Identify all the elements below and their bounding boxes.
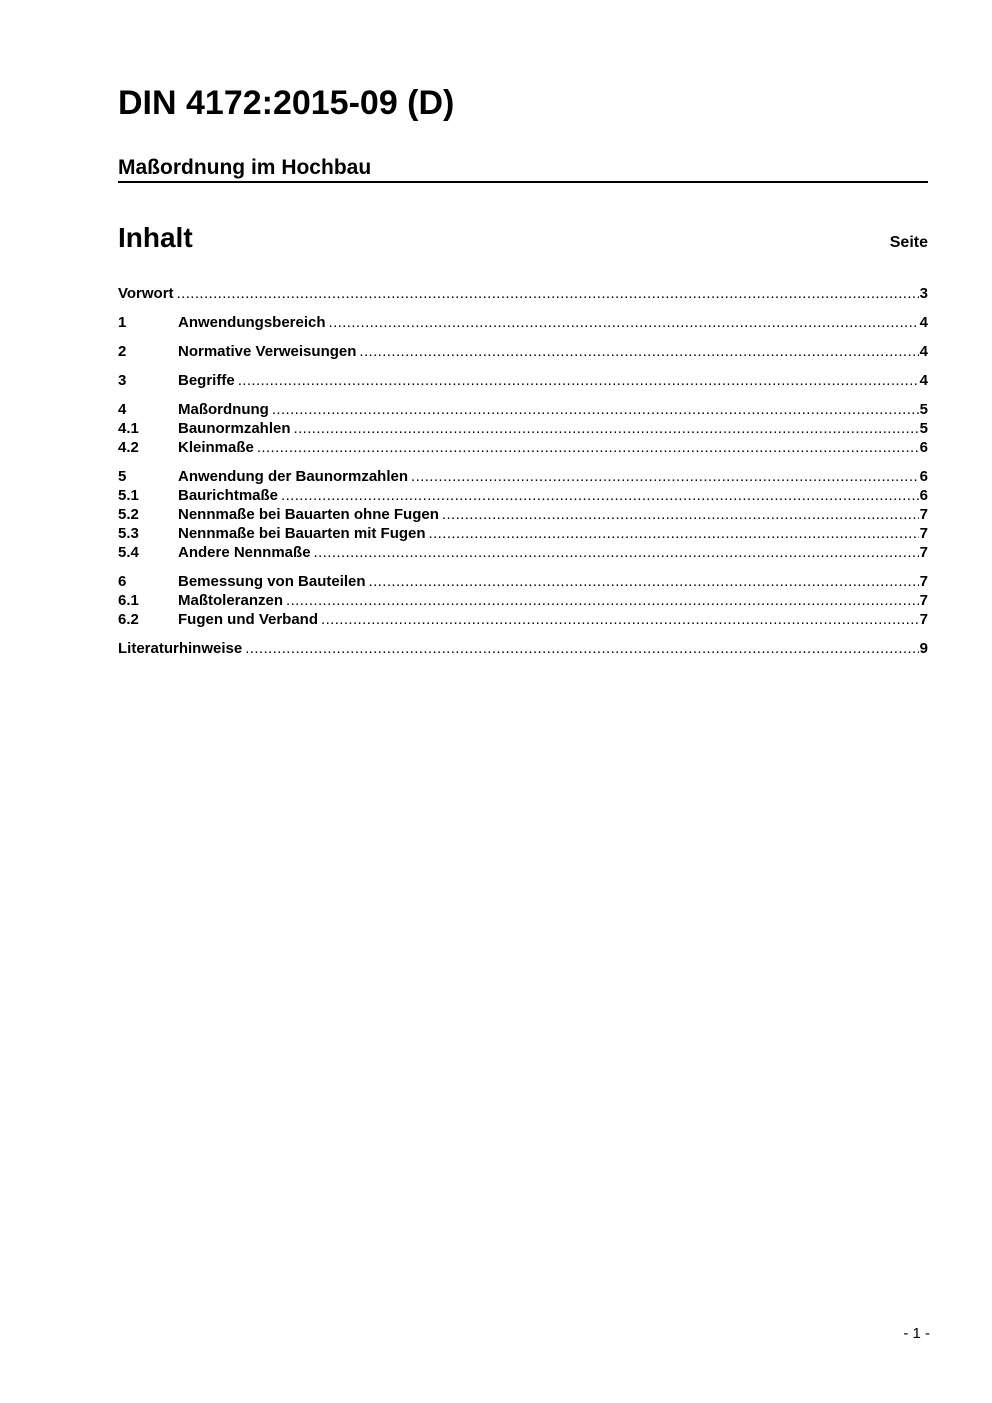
toc-entry[interactable] — [118, 371, 928, 390]
toc-group — [118, 572, 928, 629]
toc-entry-page: 6 — [919, 486, 928, 504]
page-column-label: Seite — [889, 233, 928, 251]
toc-dot-leader — [442, 505, 919, 524]
toc-heading: Inhalt — [118, 221, 193, 253]
toc-dot-leader — [245, 639, 918, 658]
toc-entry-number: 4 — [118, 400, 127, 418]
toc-entry-number: 6.1 — [118, 591, 139, 609]
toc-entry-title: Begriffe — [178, 371, 235, 389]
toc-entry-title: Anwendungsbereich — [178, 313, 326, 331]
page-number-footer: - 1 - — [903, 1325, 930, 1342]
document-subtitle: Maßordnung im Hochbau — [118, 155, 928, 183]
toc-entry-number: 6 — [118, 572, 127, 590]
toc-entry[interactable] — [118, 486, 928, 505]
toc-entry-page: 3 — [919, 284, 928, 302]
toc-group — [118, 284, 928, 303]
toc-entry-page: 6 — [919, 438, 928, 456]
toc-entry-number: 5.2 — [118, 505, 139, 523]
toc-entry[interactable] — [118, 400, 928, 419]
toc-dot-leader — [411, 467, 919, 486]
toc-dot-leader — [321, 610, 919, 629]
toc-entry-page: 7 — [919, 591, 928, 609]
toc-entry-page: 7 — [919, 572, 928, 590]
toc-dot-leader — [238, 371, 919, 390]
toc-entry-number: 1 — [118, 313, 127, 331]
toc-entry-title: Literaturhinweise — [118, 639, 243, 657]
toc-entry-number: 3 — [118, 371, 127, 389]
toc-entry[interactable] — [118, 467, 928, 486]
toc-entry-title: Nennmaße bei Bauarten mit Fugen — [178, 524, 426, 542]
toc-dot-leader — [272, 400, 919, 419]
toc-dot-leader — [281, 486, 919, 505]
toc-entry[interactable] — [118, 342, 928, 361]
toc-group — [118, 371, 928, 390]
document-title: DIN 4172:2015-09 (D) — [118, 84, 455, 122]
document-content — [118, 0, 928, 658]
toc-entry-page: 7 — [919, 543, 928, 561]
toc-dot-leader — [429, 524, 919, 543]
toc-dot-leader — [369, 572, 919, 591]
toc-group — [118, 639, 928, 658]
toc-entry-number: 5.1 — [118, 486, 139, 504]
toc-entry-title: Anwendung der Baunormzahlen — [178, 467, 409, 485]
toc-entry-number: 6.2 — [118, 610, 139, 628]
toc-entry-title: Bemessung von Bauteilen — [178, 572, 366, 590]
toc-entry-page: 4 — [919, 313, 928, 331]
toc-entry[interactable] — [118, 591, 928, 610]
toc-entry-page: 6 — [919, 467, 928, 485]
toc-entry-page: 4 — [919, 342, 928, 360]
toc-entry-title: Normative Verweisungen — [178, 342, 357, 360]
toc-entry-number: 5.3 — [118, 524, 139, 542]
toc-entry-page: 9 — [919, 639, 928, 657]
toc-dot-leader — [294, 419, 919, 438]
toc-entry-number: 4.1 — [118, 419, 139, 437]
toc-dot-leader — [257, 438, 919, 457]
toc-entry-page: 4 — [919, 371, 928, 389]
toc-entry-page: 7 — [919, 610, 928, 628]
toc-entry-title: Maßordnung — [178, 400, 269, 418]
toc-entry[interactable] — [118, 419, 928, 438]
toc-entry[interactable] — [118, 438, 928, 457]
toc-entry-title: Nennmaße bei Bauarten ohne Fugen — [178, 505, 439, 523]
toc-entry[interactable] — [118, 610, 928, 629]
toc-entry[interactable] — [118, 543, 928, 562]
toc-entry-title: Baunormzahlen — [178, 419, 291, 437]
toc-group — [118, 467, 928, 562]
toc-entry[interactable] — [118, 313, 928, 332]
toc-group — [118, 313, 928, 332]
toc-entry-page: 7 — [919, 524, 928, 542]
table-of-contents — [118, 284, 928, 658]
toc-entry-page: 5 — [919, 419, 928, 437]
toc-dot-leader — [329, 313, 919, 332]
toc-entry-title: Baurichtmaße — [178, 486, 279, 504]
toc-entry[interactable] — [118, 284, 928, 303]
toc-entry-title: Maßtoleranzen — [178, 591, 284, 609]
toc-dot-leader — [359, 342, 918, 361]
toc-entry[interactable] — [118, 572, 928, 591]
toc-dot-leader — [286, 591, 919, 610]
toc-entry-number: 5.4 — [118, 543, 139, 561]
toc-entry-page: 7 — [919, 505, 928, 523]
toc-entry-number: 2 — [118, 342, 127, 360]
toc-group — [118, 342, 928, 361]
toc-entry[interactable] — [118, 524, 928, 543]
toc-entry-title: Andere Nennmaße — [178, 543, 311, 561]
toc-entry-title: Fugen und Verband — [178, 610, 319, 628]
toc-entry[interactable] — [118, 639, 928, 658]
toc-entry-title: Vorwort — [118, 284, 174, 302]
toc-entry-page: 5 — [919, 400, 928, 418]
toc-dot-leader — [177, 284, 919, 303]
toc-entry[interactable] — [118, 505, 928, 524]
toc-header — [118, 221, 928, 255]
toc-dot-leader — [314, 543, 919, 562]
toc-group — [118, 400, 928, 457]
toc-entry-title: Kleinmaße — [178, 438, 254, 456]
toc-entry-number: 4.2 — [118, 438, 139, 456]
toc-entry-number: 5 — [118, 467, 127, 485]
